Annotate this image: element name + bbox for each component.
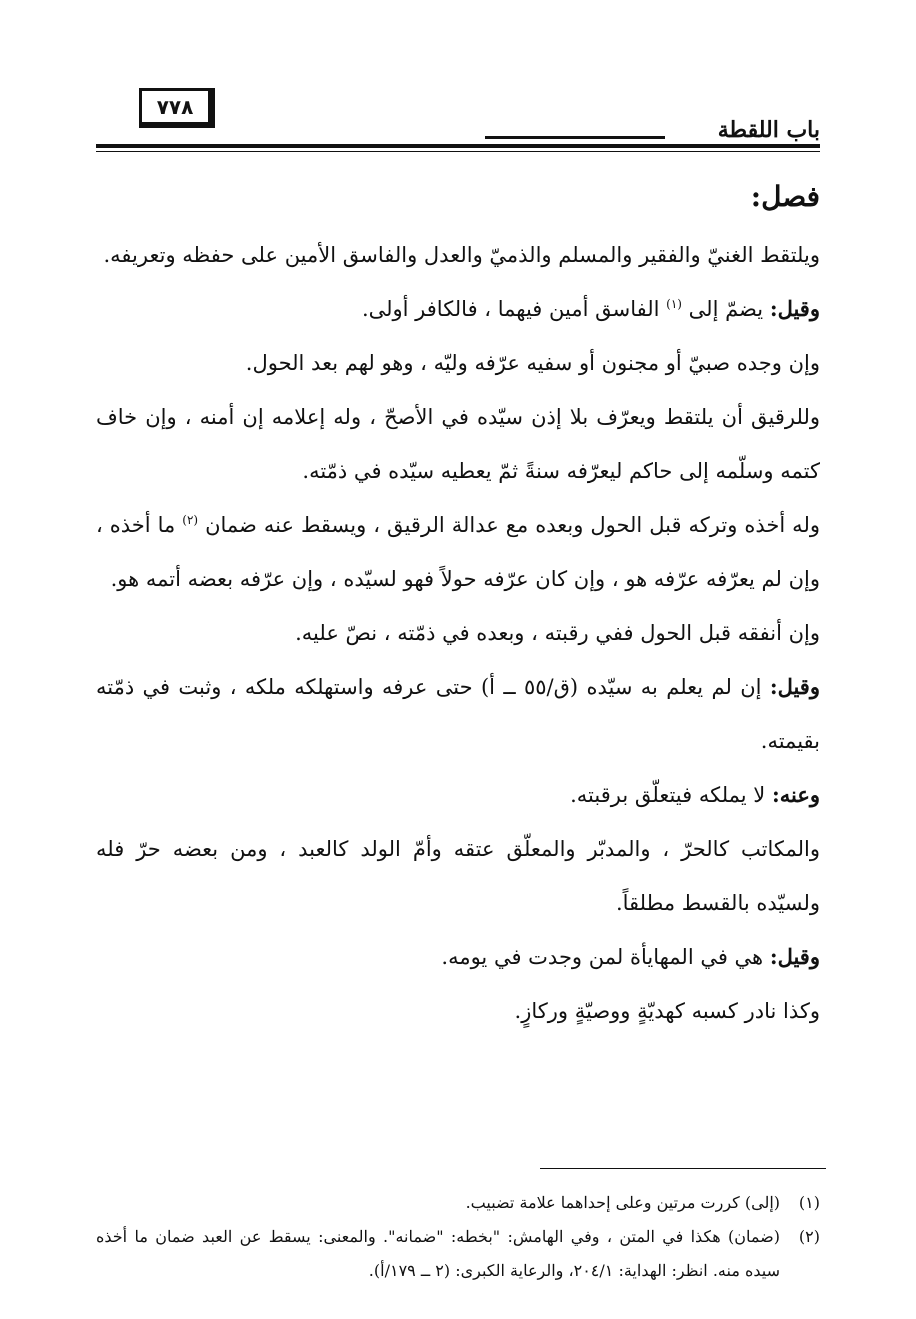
paragraph (96, 930, 820, 984)
footnote-number: (٢) (798, 1227, 820, 1246)
footnote-text: (ضمان) هكذا في المتن ، وفي الهامش: "بخطه: "ضمانه". والمعنى: يسقط عن العبد ضمان ما أخذه سيده منه. انظر: الهداية: ٢٠٤/١، والرعاية الكبرى: (٢ ــ ١٧٩/أ). (96, 1227, 780, 1280)
paragraph (96, 390, 820, 498)
page-number-box (139, 88, 215, 128)
paragraph-text: هي في المهايأة لمن وجدت في يومه. (441, 945, 764, 969)
footnote-ref: (١) (666, 297, 682, 311)
paragraph-text: وإن أنفقه قبل الحول ففي رقبته ، وبعده في ذمّته ، نصّ عليه. (295, 621, 820, 645)
paragraph-text: يضمّ إلى (688, 297, 764, 321)
page-number: ٧٧٨ (156, 94, 194, 119)
chapter-title: باب اللقطة (717, 117, 820, 143)
footnote-text: (إلى) كررت مرتين وعلى إحداهما علامة تضبيب. (465, 1193, 780, 1212)
paragraph (96, 768, 820, 822)
paragraph (96, 606, 820, 660)
paragraph (96, 822, 820, 930)
paragraph-tail: ما أخذه ، وإن لم يعرّفه عرّفه هو ، وإن كان عرّفه حولاً فهو لسيّده ، وإن عرّفه بعضه أتمه هو. (96, 513, 820, 591)
paragraph (96, 660, 820, 768)
paragraph-text: وللرقيق أن يلتقط ويعرّف بلا إذن سيّده في الأصحّ ، وله إعلامه إن أمنه ، وإن خاف كتمه وسلّمه إلى حاكم ليعرّفه سنةً ثمّ يعطيه سيّده في ذمّته. (96, 405, 820, 483)
paragraph-text: وله أخذه وتركه قبل الحول وبعده مع عدالة الرقيق ، ويسقط عنه ضمان (205, 513, 820, 537)
paragraph (96, 282, 820, 336)
paragraph (96, 498, 820, 606)
paragraph-text: ويلتقط الغنيّ والفقير والمسلم والذميّ والعدل والفاسق الأمين على حفظه وتعريفه. (103, 243, 820, 267)
footnote-ref: (٢) (182, 513, 199, 527)
main-text (96, 172, 820, 1038)
chapter-title-tail (485, 136, 665, 139)
paragraph-lead: وقيل: (769, 944, 820, 969)
paragraph-lead: وقيل: (769, 296, 820, 321)
header-rule-thin (96, 151, 820, 152)
paragraph-lead: وقيل: (769, 674, 820, 699)
paragraph (96, 984, 820, 1038)
paragraph-text: وكذا نادر كسبه كهديّةٍ ووصيّةٍ وركازٍ. (514, 999, 820, 1023)
section-heading: فصل: (750, 180, 820, 213)
paragraph (96, 228, 820, 282)
footnotes (96, 1186, 820, 1288)
paragraph-text: إن لم يعلم به سيّده (ق/٥٥ ــ أ) حتى عرفه واستهلكه ملكه ، وثبت في ذمّته بقيمته. (96, 675, 820, 753)
header-rule-thick (96, 144, 820, 148)
footnote (96, 1220, 820, 1288)
footnote-separator (540, 1168, 826, 1169)
paragraph (96, 336, 820, 390)
footnote (96, 1186, 820, 1220)
paragraph-lead: وعنه: (771, 782, 820, 807)
paragraph-text: لا يملكه فيتعلّق برقبته. (570, 783, 766, 807)
paragraph-tail: الفاسق أمين فيهما ، فالكافر أولى. (361, 297, 660, 321)
paragraph-text: وإن وجده صبيّ أو مجنون أو سفيه عرّفه وليّه ، وهو لهم بعد الحول. (245, 351, 820, 375)
paragraph-text: والمكاتب كالحرّ ، والمدبّر والمعلّق عتقه وأمّ الولد كالعبد ، ومن بعضه حرّ فله ولسيّده بالقسط مطلقاً. (96, 837, 820, 915)
footnote-number: (١) (798, 1193, 820, 1212)
